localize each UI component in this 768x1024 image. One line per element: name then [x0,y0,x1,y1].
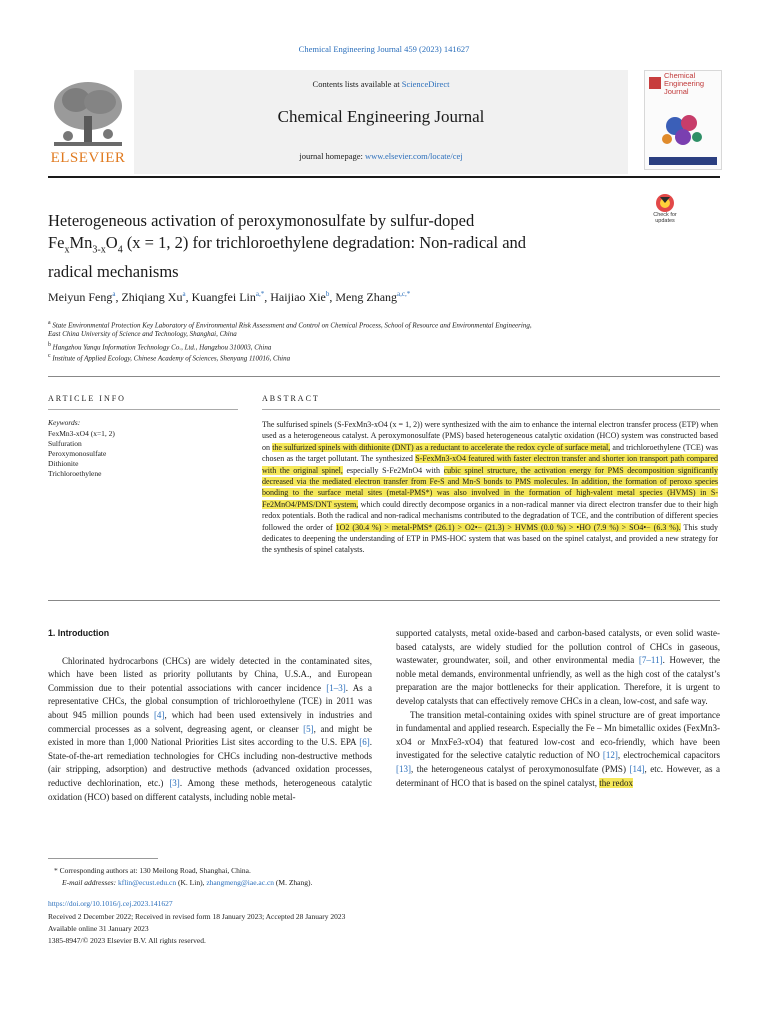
keywords-label: Keywords: [48,418,81,427]
author[interactable]: Meiyun Feng [48,290,113,304]
citation-link[interactable]: [3] [169,777,180,788]
citation-link[interactable]: [1–3] [326,682,346,693]
paragraph: Chlorinated hydrocarbons (CHCs) are widely detected in the contaminated sites, which have been listed as priority pollutants by China, U.S.A., and European Commission due to their potential associations with cancer incidence [1–3]. As a representative CHCs, the global consumption of trichloroethylene (TCE) in 2011 was about 945 million pounds [4], which had been used extensively in industries and commercial processes as a solvent, degreasing agent, or cleanser [5], and might be existed in more than 1,000 National Priorities List sites according to the U.S. EPA [6]. State-of-the-art remediation technologies for CHCs including non-destructive methods (air stripping, adsorption) and destructive methods (advanced oxidation processes, reductive dechlorination, etc.) [3]. Among these methods, heterogeneous catalytic oxidation (HCO) based on different catalysts, including noble metal- [48,655,373,802]
copyright: 1385-8947/© 2023 Elsevier B.V. All rights reserved. [48,936,206,945]
keyword: Peroxymonosulfate [48,449,107,458]
journal-name: Chemical Engineering Journal [277,107,485,126]
section-rule [48,376,720,377]
doi-link[interactable]: https://doi.org/10.1016/j.cej.2023.141627 [48,899,173,908]
author[interactable]: Kuangfei Lin [191,290,256,304]
abstract-heading: ABSTRACT [262,394,320,403]
author[interactable]: Zhiqiang Xu [121,290,183,304]
section-heading: 1. Introduction [48,628,110,638]
email-link[interactable]: kflin@ecust.edu.cn [117,878,177,887]
body-left-column [48,627,372,804]
abstract-body: The sulfurised spinels (S-FexMn3-xO4 (x = 1, 2)) were synthesized with the aim to enhance the internal electron transfer process (ETP) when used as a heterogeneous catalyst. A peroxymonosulfate (PMS) based heterogeneous catalytic oxidation (HCO) system was constructed based on the sulfurized spinels with dithionite (DNT) as a reductant to accelerate the redox cycle of surface metal, and trichloroethylene (TCE) was chosen as the target pollutant. The synthesized S-FexMn3-xO4 featured with faster electron transfer and shorter ion transport path compared with the original spinel, especially S-Fe2MnO4 with cubic spinel structure, the activation energy for PMS decomposition significantly decreased via the mediated electron transfer from Fe-S and Mn-S bonds to PMS molecules. In addition, the formation of peroxo species bonding to the surface metal sites (metal-PMS*) was also involved in the formation of high-valent metal species (HVMS) in S-Fe2MnO4/PMS/DNT system, which could directly decompose organics in a non-radical manner via direct electron transfer due to their high redox potentials. Both the radical and non-radical mechanisms contributed to the degradation of TCE, and the contribution of different species followed the order of 1O2 (30.4 %) > metal-PMS* (26.1) > O2•− (21.3) > HVMS (0.0 %) > •HO (7.9 %) > SO4•− (6.3 %). This study dedicates to deepening the understanding of ETP in PMS-HOC system that was based on the spinel catalyst, and provided a new strategy for the synthesis of spinel catalysts. [262,420,719,555]
corresponding-note: * Corresponding authors at: 130 Meilong Road, Shanghai, China. [54,866,251,875]
highlight: the sulfurized spinels with dithionite (DNT) as a reductant to accelerate the redox cycle of surface metal, [272,442,611,452]
check-for-updates-label: Check for updates [653,212,677,224]
contents-line: Contents lists available at ScienceDirect [312,79,450,89]
email-link[interactable]: zhangmeng@iae.ac.cn [206,878,275,887]
article-info-rule [48,409,238,410]
citation-link[interactable]: [12] [602,750,618,761]
citation-link[interactable]: [13] [396,763,411,774]
highlight: the redox [599,777,633,788]
keyword: Dithionite [48,459,79,468]
affiliation: East China University of Science and Technology, Shanghai, China [48,330,237,338]
article-info-heading: ARTICLE INFO [48,394,126,403]
citation-link[interactable]: [6] [359,737,370,748]
available-online: Available online 31 January 2023 [48,924,149,933]
abstract-end-rule [48,600,720,601]
paragraph: The transition metal-containing oxides with spinel structure are of great importance in fundamental and applied research. Especially the Fe – Mn bimetallic oxides (FexMn3-xO4 or MnxFe3-xO4) that featured low-cost and eco-friendly, which have been investigated for the selective catalytic reduction of NO [12], electrochemical capacitors [13], the heterogeneous catalyst of peroxymonosulfate (PMS) [14], etc. However, as a determinant of HCO that is based on the spinel catalyst, the redox [396,709,720,788]
keyword: FexMn3-xO4 (x=1, 2) [48,429,115,438]
abstract-rule [262,409,720,410]
cover-title: Chemical Engineering Journal [664,71,705,96]
header-rule [48,176,720,178]
homepage-link[interactable]: www.elsevier.com/locate/cej [364,151,463,161]
article-title: Heterogeneous activation of peroxymonosulfate by sulfur-doped $Fe_xMn_{3-x}O_4$ (x = 1, 2) for trichloroethylene degradation: Non-radical and radical mechanisms [48,211,527,282]
highlight: cubic spinel structure, the activation energy for PMS decomposition significantly decreased via the mediated electron transfer from Fe-S and Mn-S bonds to PMS molecules. In addition, the formation of peroxo species bonding to the surface metal sites (metal-PMS*) was also involved in the formation of high-valent metal species (HVMS) in S-Fe2MnO4/PMS/DNT system, [262,465,719,509]
citation-link[interactable]: [14] [629,763,645,774]
sciencedirect-link[interactable]: ScienceDirect [401,79,450,89]
affiliation: $^c$ Institute of Applied Ecology, Chinese Academy of Sciences, Shenyang 110016, China [48,353,291,363]
affiliation: $^a$ State Environmental Protection Key Laboratory of Environmental Risk Assessment and Control on Chemical Process, School of Resource and Environmental Engineering, [48,320,532,330]
email-note: E-mail addresses: kflin@ecust.edu.cn (K. Lin), zhangmeng@iae.ac.cn (M. Zhang). [62,878,313,887]
highlight: 1O2 (30.4 %) > metal-PMS* (26.1) > O2•− (21.3) > HVMS (0.0 %) > •HO (7.9 %) > SO4•− (6.3 %). [335,522,681,532]
citation-link[interactable]: [7–11] [638,655,663,666]
body-right-column [396,627,720,790]
footnote-rule [48,858,158,859]
journal-homepage-line: journal homepage: www.elsevier.com/locate/cej [299,151,463,161]
elsevier-wordmark: ELSEVIER [50,150,126,166]
paragraph: supported catalysts, metal oxide-based and carbon-based catalysts, or even solid waste-based catalysts, are widely studied for the pollution control of CHCs in gaseous, wastewater, groundwater, soil, and other environmental media [7–11]. However, the noble metal demands, environmental unfriendly, as well as the high cost of the catalyst’s preparation are the major bottlenecks for their application. Therefore, it is urgent to develop catalysts that can effectively remove CHCs in a clean, low-cost, and safe way. [396,628,720,706]
highlight: S-FexMn3-xO4 featured with faster electron transfer and shorter ion transport path compared with the original spinel, [262,454,718,475]
affiliation: $^b$ Hangzhou Yanqu Information Technology Co., Ltd., Hangzhou 310003, China [48,342,272,352]
author-list: Meiyun Feng$^a$, Zhiqiang Xu$^a$, Kuangfei Lin$^{a,*}$, Haijiao Xie$^b$, Meng Zhang$^{a,c,*}$ [48,290,411,304]
author[interactable]: Haijiao Xie [270,290,326,304]
journal-reference-link[interactable]: Chemical Engineering Journal 459 (2023) 141627 [298,44,470,54]
received-dates: Received 2 December 2022; Received in revised form 18 January 2023; Accepted 28 January 2023 [48,912,346,921]
citation-link[interactable]: [5] [303,723,314,734]
keyword: Sulfuration [48,439,82,448]
author[interactable]: Meng Zhang [335,290,398,304]
citation-link[interactable]: [4] [153,709,165,720]
keyword: Trichloroethylene [48,469,102,478]
